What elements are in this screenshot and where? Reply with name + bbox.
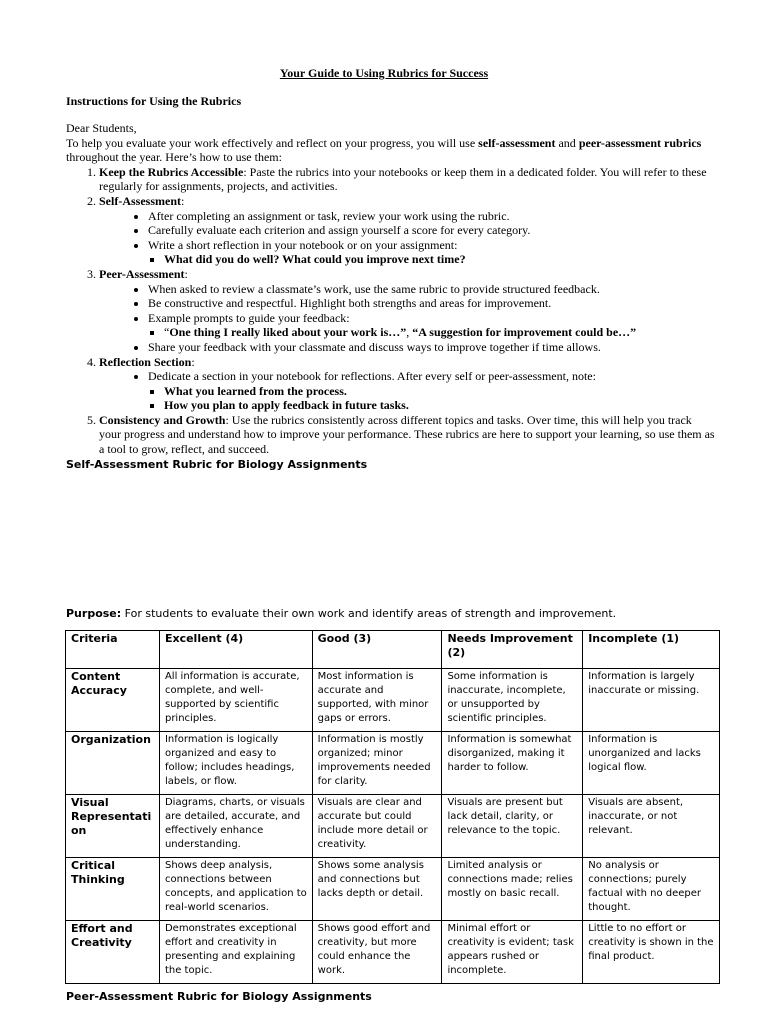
table-cell: Information is logically organized and easy to follow; includes headings, labels, or flow. [159, 732, 312, 795]
table-cell: Minimal effort or creativity is evident; task appears rushed or incomplete. [442, 921, 583, 984]
list-item: • Carefully evaluate each criterion and assign yourself a score for every category. [148, 223, 716, 238]
table-cell: Demonstrates exceptional effort and creativity in presenting and explaining the topic. [159, 921, 312, 984]
step-4 [99, 355, 716, 413]
table-row [66, 858, 720, 921]
list-item-text: What you learned from the process. [164, 383, 347, 398]
header-needs-improvement: Needs Improvement (2) [442, 631, 583, 669]
step-text: : [181, 193, 185, 208]
list-item [164, 384, 716, 399]
purpose-label: Purpose: [66, 607, 122, 620]
list-item: • Share your feedback with your classmate and discuss ways to improve together if time allows. [148, 340, 716, 355]
step-2 [99, 194, 716, 267]
list-item-text: What did you do well? What could you improve next time? [164, 252, 466, 267]
criteria-cell: Content Accuracy [66, 669, 160, 732]
document-title: Your Guide to Using Rubrics for Success [279, 66, 489, 80]
greeting: Dear Students, [66, 121, 137, 135]
list-item [148, 311, 716, 340]
list-item: • When asked to review a classmate’s work, use the same rubric to provide structured feedback. [148, 282, 716, 297]
list-item: • Be constructive and respectful. Highlight both strengths and areas for improvement. [148, 296, 716, 311]
purpose-line [66, 607, 616, 620]
intro-bold-peer: peer-assessment rubrics [578, 135, 702, 150]
prompt-1: One thing I really liked about your work is…” [169, 325, 407, 340]
header-criteria: Criteria [66, 631, 160, 669]
list-item [164, 398, 716, 413]
step-label: Consistency and Growth [99, 412, 226, 427]
step-text: : Paste the rubrics into your notebooks or keep them in a dedicated folder. You will refer to these regularly for assignments, projects, and activities. [99, 164, 707, 194]
step-label: Keep the Rubrics Accessible [99, 164, 244, 179]
table-row [66, 732, 720, 795]
criteria-cell: Visual Representati on [66, 795, 160, 858]
step-2-bullets [99, 209, 716, 267]
table-cell: Some information is inaccurate, incomplete, or unsupported by scientific principles. [442, 669, 583, 732]
table-cell: Little to no effort or creativity is shown in the final product. [583, 921, 720, 984]
table-row [66, 795, 720, 858]
instructions-heading: Instructions for Using the Rubrics [66, 94, 242, 108]
step-text: : [184, 266, 188, 281]
step-4-sub-bullets [148, 384, 716, 413]
table-cell: Information is somewhat disorganized, making it harder to follow. [442, 732, 583, 795]
table-cell: Shows good effort and creativity, but more could enhance the work. [312, 921, 442, 984]
header-excellent: Excellent (4) [159, 631, 312, 669]
step-4-bullets [99, 369, 716, 413]
step-1 [99, 165, 716, 194]
step-text: : [191, 354, 195, 369]
list-item [148, 238, 716, 267]
criteria-cell: Critical Thinking [66, 858, 160, 921]
table-cell: Information is unorganized and lacks logical flow. [583, 732, 720, 795]
list-item-text: How you plan to apply feedback in future tasks. [164, 398, 409, 413]
table-row [66, 669, 720, 732]
step-5 [99, 413, 716, 457]
criteria-cell: Organization [66, 732, 160, 795]
self-rubric-heading: Self-Assessment Rubric for Biology Assignments [66, 458, 368, 471]
list-item-text: Dedicate a section in your notebook for reflections. After every self or peer-assessment, note: [148, 369, 596, 384]
table-cell: Visuals are present but lack detail, clarity, or relevance to the topic. [442, 795, 583, 858]
table-cell: Most information is accurate and supported, with minor gaps or errors. [312, 669, 442, 732]
intro-text-and: and [555, 135, 579, 150]
intro-text-end: throughout the year. Here’s how to use them: [66, 150, 282, 165]
list-item [164, 325, 716, 340]
table-cell: No analysis or connections; purely factual with no deeper thought. [583, 858, 720, 921]
peer-rubric-heading: Peer-Assessment Rubric for Biology Assignments [66, 990, 372, 1003]
header-good: Good (3) [312, 631, 442, 669]
table-header-row [66, 631, 720, 669]
step-label: Self-Assessment [99, 193, 181, 208]
table-row [66, 921, 720, 984]
table-cell: All information is accurate, complete, and well-supported by scientific principles. [159, 669, 312, 732]
intro-bold-self: self-assessment [478, 135, 556, 150]
list-item [148, 369, 716, 413]
header-incomplete: Incomplete (1) [583, 631, 720, 669]
step-text: : Use the rubrics consistently across different topics and tasks. Over time, this will help you track your progress and understand how to improve your performance. These rubrics are here to support your learning, so use them as a tool to grow, reflect, and succeed. [99, 412, 715, 457]
instructions-body [66, 121, 716, 457]
step-2-sub-bullets [148, 252, 716, 267]
criteria-cell: Effort and Creativity [66, 921, 160, 984]
list-item [164, 252, 716, 267]
list-item-text: Write a short reflection in your notebook or on your assignment: [148, 237, 458, 252]
self-assessment-rubric-table [65, 630, 720, 984]
list-item-text: Example prompts to guide your feedback: [148, 310, 350, 325]
list-item: • After completing an assignment or task, review your work using the rubric. [148, 209, 716, 224]
steps-list [66, 165, 716, 457]
intro-paragraph [66, 136, 716, 165]
purpose-text: For students to evaluate their own work and identify areas of strength and improvement. [121, 607, 617, 620]
prompt-separator: , [406, 325, 413, 340]
table-cell: Limited analysis or connections made; relies mostly on basic recall. [442, 858, 583, 921]
table-cell: Visuals are clear and accurate but could include more detail or creativity. [312, 795, 442, 858]
table-cell: Information is largely inaccurate or missing. [583, 669, 720, 732]
step-3-bullets [99, 282, 716, 355]
step-3 [99, 267, 716, 355]
step-label: Reflection Section [99, 354, 192, 369]
step-label: Peer-Assessment [99, 266, 185, 281]
prompt-2: “A suggestion for improvement could be…” [412, 325, 637, 340]
table-cell: Shows deep analysis, connections between concepts, and application to real-world scenarios. [159, 858, 312, 921]
step-3-sub-bullets [148, 325, 716, 340]
intro-text: To help you evaluate your work effectively and reflect on your progress, you will use [66, 135, 479, 150]
table-cell: Shows some analysis and connections but lacks depth or detail. [312, 858, 442, 921]
prompt-open-quote: “ [164, 325, 170, 340]
table-cell: Diagrams, charts, or visuals are detailed, accurate, and effectively enhance understanding. [159, 795, 312, 858]
table-cell: Information is mostly organized; minor improvements needed for clarity. [312, 732, 442, 795]
table-cell: Visuals are absent, inaccurate, or not relevant. [583, 795, 720, 858]
